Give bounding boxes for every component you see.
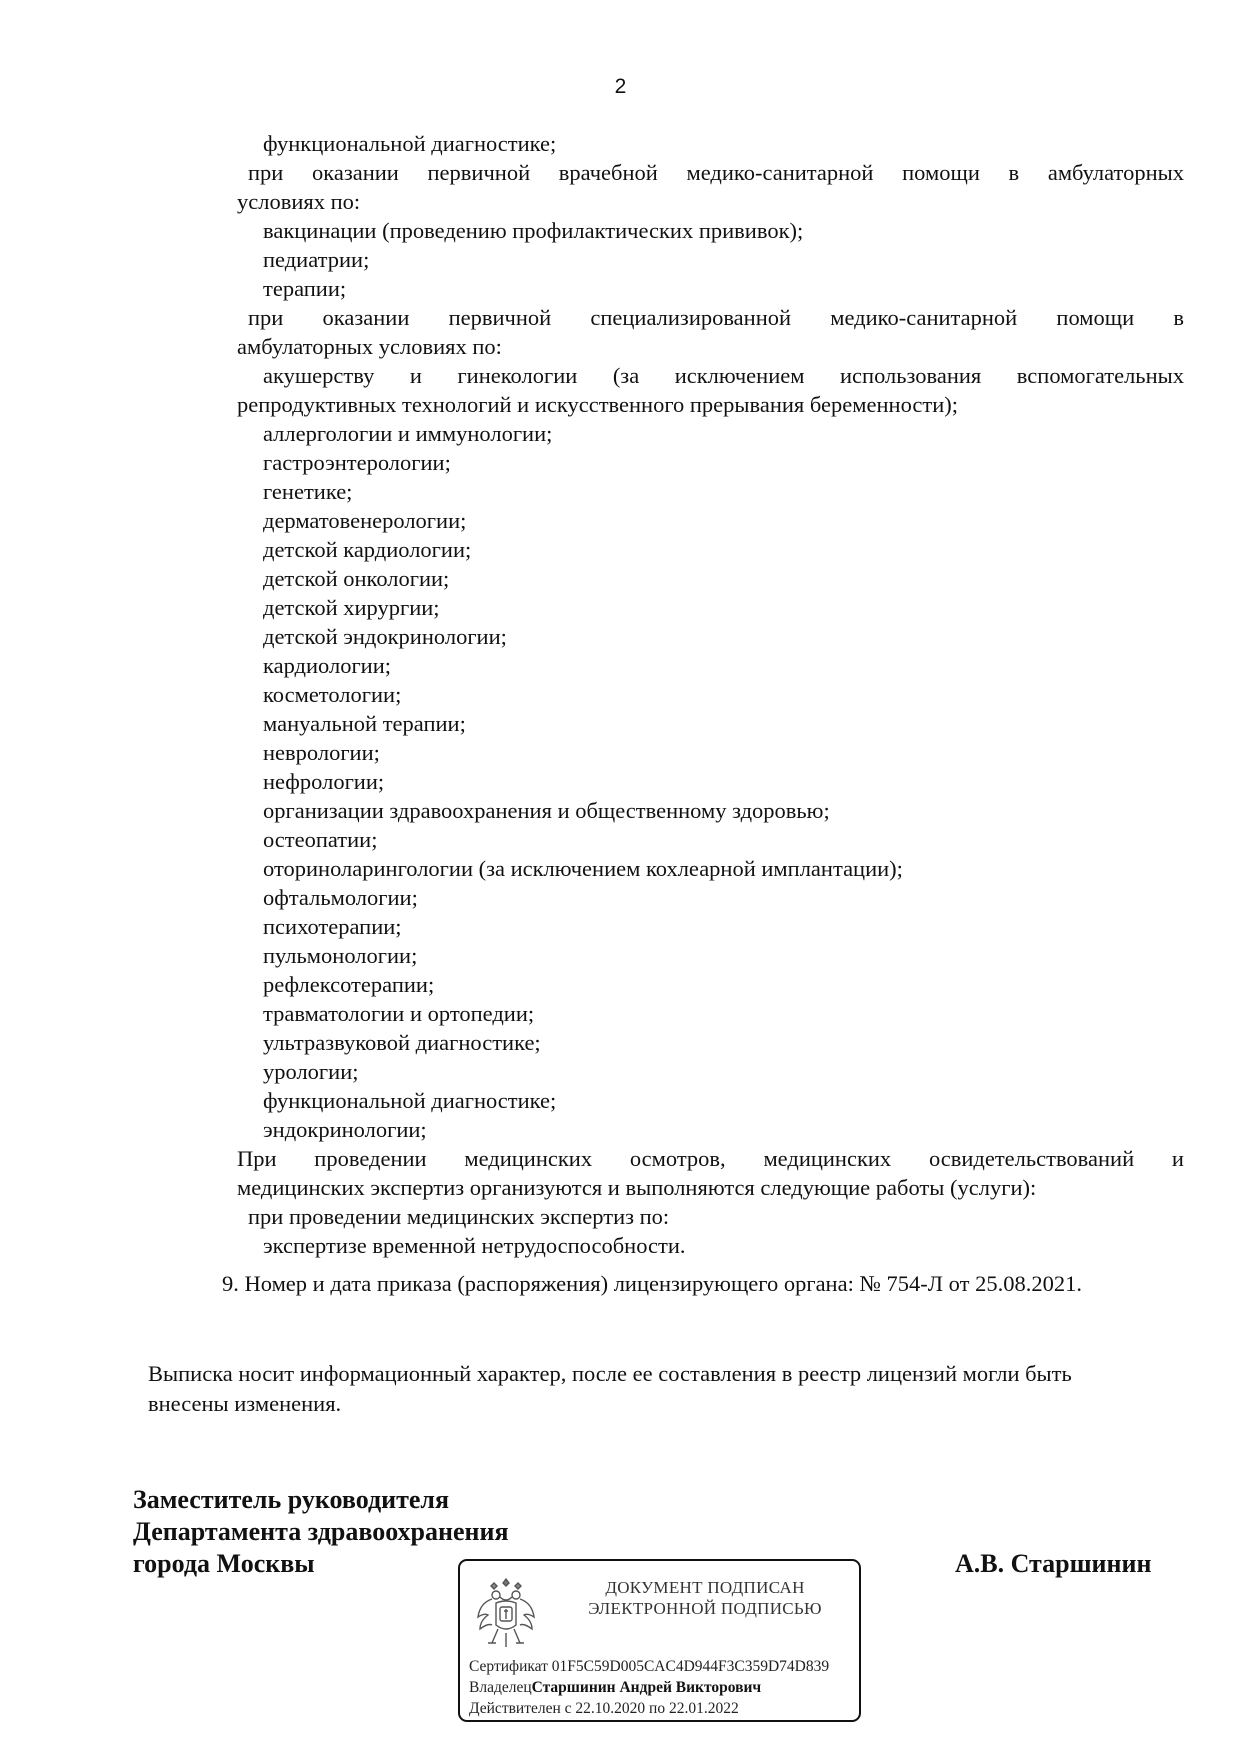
license-order-number: 9. Номер и дата приказа (распоряжения) лицензирующего органа: № 754-Л от 25.08.2021. <box>222 1271 1082 1296</box>
list-item: гастроэнтерологии; <box>263 450 451 475</box>
list-item: ультразвуковой диагностике; <box>263 1030 541 1055</box>
word: (за <box>612 363 640 388</box>
word: медико-санитарной <box>830 305 1018 330</box>
word: первичной <box>448 305 552 330</box>
double-headed-eagle-emblem-icon <box>474 1573 538 1653</box>
word: помощи <box>902 160 980 185</box>
disclaimer-line: внесены изменения. <box>148 1391 342 1416</box>
word: медицинских <box>763 1146 892 1171</box>
page-number: 2 <box>614 75 627 98</box>
word: оказании <box>322 305 410 330</box>
word: и <box>409 363 422 388</box>
word: и <box>1171 1146 1184 1171</box>
list-item: дерматовенерологии; <box>263 508 467 533</box>
subsection-heading: при проведении медицинских экспертиз по: <box>248 1204 670 1229</box>
section-heading-specialized-care <box>237 303 1184 332</box>
word: оказании <box>312 160 399 185</box>
list-item: эндокринологии; <box>263 1117 427 1142</box>
section-heading-continuation: медицинских экспертиз организуются и выполняются следующие работы (услуги): <box>237 1175 1037 1200</box>
list-item: остеопатии; <box>263 827 378 852</box>
word: амбулаторных <box>1047 160 1184 185</box>
word: освидетельствований <box>928 1146 1135 1171</box>
list-item: нефрологии; <box>263 769 385 794</box>
list-item: вакцинации (проведению профилактических прививок); <box>263 218 804 243</box>
list-item: кардиологии; <box>263 653 392 678</box>
word: акушерству <box>263 363 375 388</box>
word: гинекологии <box>457 363 578 388</box>
list-item: функциональной диагностике; <box>263 131 557 156</box>
word: медицинских <box>464 1146 593 1171</box>
word: в <box>1008 160 1020 185</box>
word: первичной <box>427 160 531 185</box>
word: проведении <box>314 1146 427 1171</box>
section-heading-primary-doctor-care <box>237 158 1184 187</box>
signatory-title-line: Заместитель руководителя <box>133 1485 450 1514</box>
signatory-title <box>133 1484 509 1580</box>
list-item: урологии; <box>263 1059 359 1084</box>
list-item: генетике; <box>263 479 353 504</box>
word: в <box>1173 305 1184 330</box>
list-item: неврологии; <box>263 740 380 765</box>
list-item: экспертизе временной нетрудоспособности. <box>263 1233 686 1258</box>
section-heading-continuation: условиях по: <box>237 189 361 214</box>
certificate-label: Сертификат <box>469 1658 548 1675</box>
list-item: функциональной диагностике; <box>263 1088 557 1113</box>
word: вспомогательных <box>1016 363 1184 388</box>
word: врачебной <box>558 160 658 185</box>
list-item: травматологии и ортопедии; <box>263 1001 535 1026</box>
disclaimer-note <box>148 1359 1184 1419</box>
list-item: аллергологии и иммунологии; <box>263 421 553 446</box>
word: помощи <box>1056 305 1135 330</box>
list-item: детской хирургии; <box>263 595 440 620</box>
list-item: детской онкологии; <box>263 566 450 591</box>
list-item: педиатрии; <box>263 247 370 272</box>
word: специализированной <box>590 305 792 330</box>
word: при <box>248 160 284 185</box>
signatory-title-line: города Москвы <box>133 1549 315 1578</box>
list-item: оториноларингологии (за исключением кохлеарной имплантации); <box>263 856 903 881</box>
owner-label: Владелец <box>469 1679 532 1696</box>
list-item: детской кардиологии; <box>263 537 472 562</box>
list-item-continuation: репродуктивных технологий и искусственного прерывания беременности); <box>237 392 958 417</box>
stamp-title <box>560 1577 850 1619</box>
stamp-title-line: ЭЛЕКТРОННОЙ ПОДПИСЬЮ <box>588 1599 822 1618</box>
list-item: пульмонологии; <box>263 943 418 968</box>
word: использования <box>840 363 982 388</box>
list-item: психотерапии; <box>263 914 402 939</box>
word: осмотров, <box>629 1146 726 1171</box>
list-item: офтальмологии; <box>263 885 418 910</box>
section-heading-continuation: амбулаторных условиях по: <box>237 334 502 359</box>
list-item: косметологии; <box>263 682 402 707</box>
word: исключением <box>674 363 805 388</box>
word: При <box>237 1146 277 1171</box>
disclaimer-line: Выписка носит информационный характер, после ее составления в реестр лицензий могли быть <box>148 1361 1072 1386</box>
list-item: организации здравоохранения и общественному здоровью; <box>263 798 830 823</box>
signatory-name: А.В. Старшинин <box>955 1549 1152 1578</box>
certificate-line <box>469 1657 829 1677</box>
word: при <box>248 305 284 330</box>
list-item-multiline <box>237 361 1184 390</box>
word: медико-санитарной <box>686 160 874 185</box>
list-item: мануальной терапии; <box>263 711 466 736</box>
owner-line <box>469 1678 761 1698</box>
validity-line: Действителен с 22.10.2020 по 22.01.2022 <box>469 1700 739 1717</box>
list-item: рефлексотерапии; <box>263 972 435 997</box>
stamp-title-line: ДОКУМЕНТ ПОДПИСАН <box>605 1578 805 1597</box>
signatory-title-line: Департамента здравоохранения <box>133 1517 509 1546</box>
certificate-value: 01F5C59D005CAC4D944F3C359D74D839 <box>551 1658 830 1675</box>
list-item: детской эндокринологии; <box>263 624 507 649</box>
licensed-works-list <box>237 129 1184 1260</box>
section-heading-medical-examinations <box>237 1144 1184 1173</box>
owner-value: Старшинин Андрей Викторович <box>531 1679 762 1696</box>
electronic-signature-stamp <box>458 1559 861 1722</box>
list-item: терапии; <box>263 276 347 301</box>
